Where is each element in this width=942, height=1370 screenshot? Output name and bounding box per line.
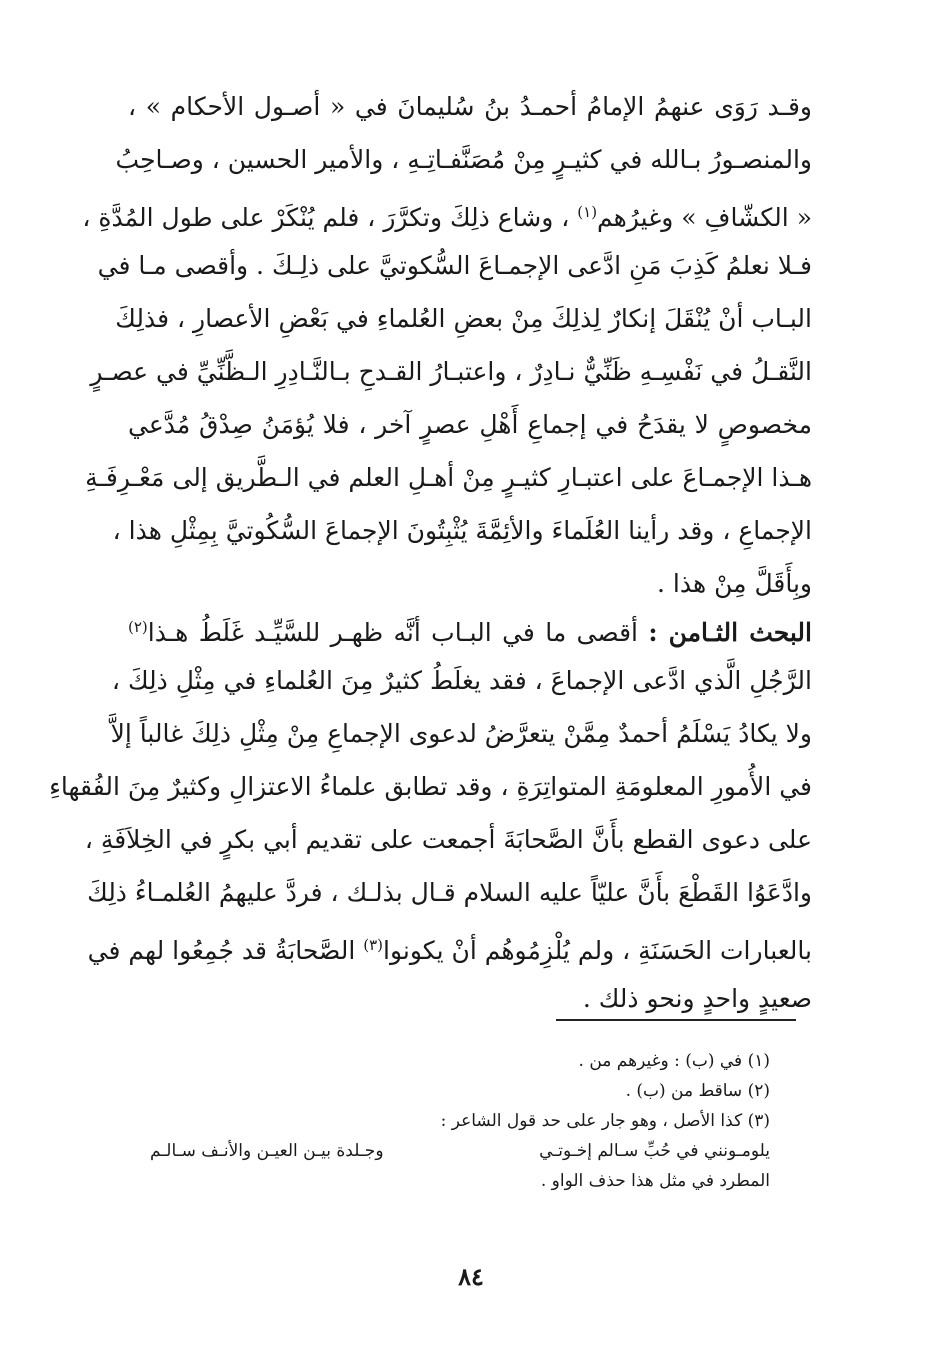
page-number: ٨٤ [458, 1262, 484, 1291]
footnote-closing: المطرد في مثل هذا حذف الواو . [540, 1171, 770, 1191]
text-line: مخصوصٍ لا يقدَحُ في إجماعِ أَهْلِ عصرٍ آخر ، فلا يُؤمَنُ صِدْقُ مُدَّعي [128, 410, 812, 439]
text-line: هـذا الإجمـاعَ على اعتبـارِ كثيـرٍ مِنْ أهـلِ العلم في الـطَّريق إلى مَعْـرِفَـةِ [85, 463, 812, 492]
footnote-marker: (١) [577, 203, 598, 221]
text-line: وقـد رَوَى عنهمُ الإمامُ أحمـدُ بنُ سُليمانَ في « أصـول الأحكام » ، [128, 92, 812, 121]
text-segment: الصَّحابَةُ قد جُمِعُوا لهم في [87, 936, 356, 965]
text-line: الرَّجُلِ الَّذي ادَّعى الإجماعَ ، فقد يغلَطُ كثيرٌ مِنَ العُلماءِ في مِثْلِ ذلِكَ ، [111, 666, 812, 695]
text-segment: « الكشّافِ » وغيرُهم [597, 203, 812, 232]
text-line: في الأُمورِ المعلومَةِ المتواتِرَةِ ، وقد تطابق علماءُ الاعتزالِ وكثيرٌ مِنَ الفُقهاءِ [49, 772, 812, 801]
text-line: البـاب أنْ يُنْقَلَ إنكارٌ لِذلِكَ مِنْ بعضِ العُلماءِ في بَعْضِ الأعصارِ ، فذلِكَ [115, 304, 812, 333]
footnote-item: (٢) ساقط من (ب) . [625, 1081, 770, 1101]
text-line: وادَّعَوُا القَطْعَ بأَنَّ عليّاً عليه السلام قـال بذلـك ، فردَّ عليهمُ العُلمـاءُ ذلِكَ [87, 878, 812, 907]
text-segment: ، وشاع ذلِكَ وتكرَّرَ ، فلم يُنْكَرْ على طول المُدَّةِ ، [82, 203, 570, 232]
section-heading: البحث الثـامن : [648, 618, 812, 647]
paragraph-1 [82, 80, 812, 610]
poetry-verse [150, 1136, 770, 1166]
text-line [82, 186, 812, 239]
text-line: الإجماعِ ، وقد رأينا العُلَماءَ والأئِمَّةَ يُثْبِتُونَ الإجماعَ السُّكُوتيَّ بِمِثْلِ هذا ، [112, 516, 812, 545]
text-line: وبِأَقَلَّ مِنْ هذا . [657, 569, 812, 598]
footnote-marker: (٢) [128, 618, 148, 636]
footnotes [150, 1046, 770, 1196]
text-line [128, 601, 812, 654]
text-line: صعيدٍ واحدٍ ونحو ذلك . [582, 984, 812, 1013]
paragraph-2 [49, 601, 812, 1025]
verse-first-hemistich: يلومـونني في حُبِّ سـالم إخـوتـي [539, 1141, 770, 1161]
text-line [87, 919, 812, 972]
footnote-item: (١) في (ب) : وغيرهم من . [578, 1051, 770, 1071]
text-line: النَّقـلُ في نَفْسِـهِ ظَنِّيٌّ نـادِرٌ ، واعتبـارُ القـدحِ بـالنَّـادِرِ الـظَّنِّيِّ في عصـرٍ [90, 357, 812, 386]
text-line: والمنصـورُ بـالله في كثيـرٍ مِنْ مُصَنَّفـاتِـهِ ، والأمير الحسين ، وصـاحِبُ [115, 145, 812, 174]
text-segment: بالعبارات الحَسَنَةِ ، ولم يُلْزِمُوهُم أنْ يكونوا [383, 936, 812, 965]
text-line: ولا يكادُ يَسْلَمُ أحمدٌ مِمَّنْ يتعرَّضُ لدعوى الإجماعِ مِنْ مِثْلِ ذلِكَ غالباً إلاَّ [110, 719, 812, 748]
footnote-marker: (٣) [363, 936, 384, 954]
footnote-item: (٣) كذا الأصل ، وهو جار على حد قول الشاعر : [440, 1111, 770, 1131]
text-segment: أقصى ما في البـاب أنَّه ظهـر للسَّيِّـد غَلَطُ هـذا [147, 618, 638, 647]
text-line: فـلا نعلمُ كَذِبَ مَنِ ادَّعى الإجمـاعَ السُّكوتيَّ على ذلِـكَ . وأقصى مـا في [97, 251, 812, 280]
footnote-divider [556, 1019, 796, 1021]
verse-second-hemistich: وجـلدة بيـن العيـن والأنـف سـالـم [150, 1141, 384, 1161]
text-line: على دعوى القطع بأَنَّ الصَّحابَةَ أجمعت على تقديم أبي بكرٍ في الخِلاَفَةِ ، [84, 825, 812, 854]
